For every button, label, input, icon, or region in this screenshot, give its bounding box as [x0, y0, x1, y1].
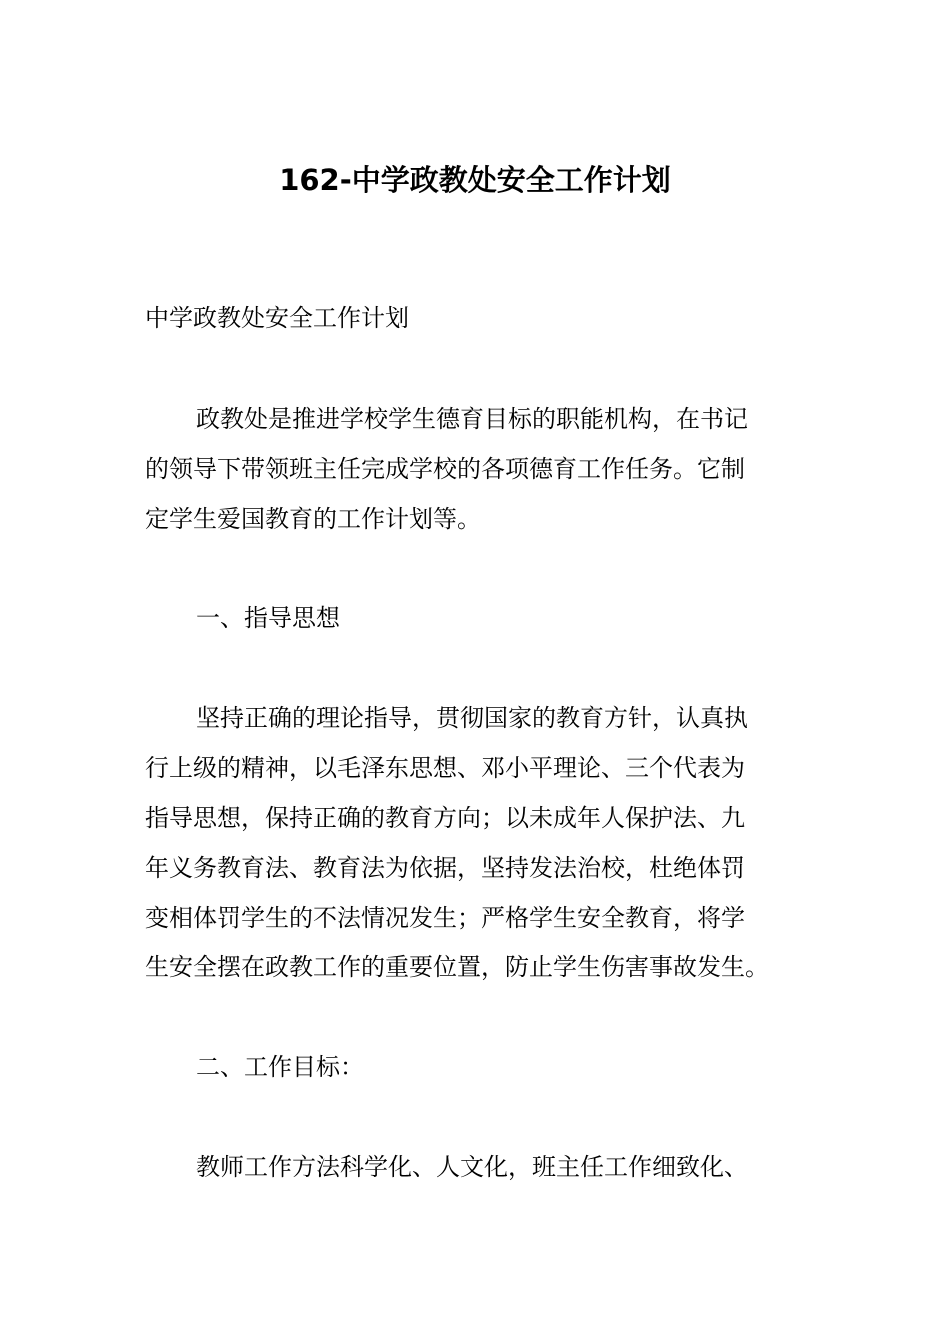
paragraph-line: 政教处是推进学校学生德育目标的职能机构，在书记: [196, 405, 748, 433]
document-title: 162-中学政教处安全工作计划: [279, 163, 671, 197]
paragraph-line: 指导思想，保持正确的教育方向；以未成年人保护法、九: [145, 804, 745, 832]
paragraph-line: 生安全摆在政教工作的重要位置，防止学生伤害事故发生。: [145, 953, 769, 981]
paragraph-line: 变相体罚学生的不法情况发生；严格学生安全教育，将学: [145, 904, 745, 932]
section-heading: 一、指导思想: [196, 604, 340, 632]
paragraph-line: 教师工作方法科学化、人文化，班主任工作细致化、: [196, 1153, 748, 1181]
paragraph-line: 年义务教育法、教育法为依据，坚持发法治校，杜绝体罚: [145, 854, 745, 882]
document-subtitle: 中学政教处安全工作计划: [145, 304, 409, 332]
paragraph-line: 的领导下带领班主任完成学校的各项德育工作任务。它制: [145, 455, 745, 483]
paragraph-line: 坚持正确的理论指导，贯彻国家的教育方针，认真执: [196, 704, 748, 732]
paragraph-line: 定学生爱国教育的工作计划等。: [145, 505, 481, 533]
paragraph-line: 行上级的精神，以毛泽东思想、邓小平理论、三个代表为: [145, 754, 745, 782]
section-heading: 二、工作目标：: [196, 1053, 364, 1081]
